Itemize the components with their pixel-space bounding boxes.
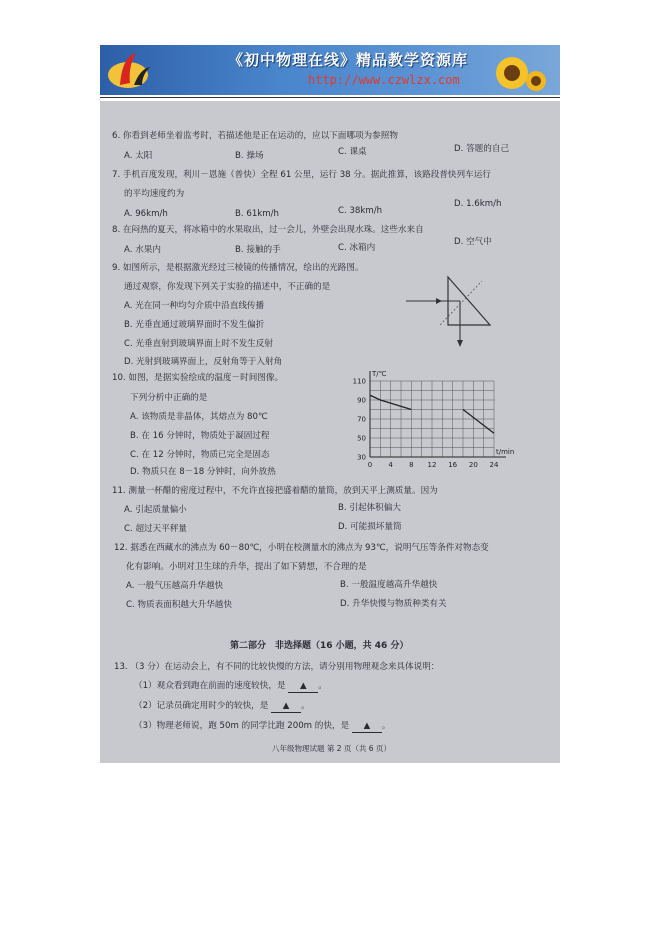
q12-option-b: B. 一般温度越高升华越快: [340, 580, 438, 590]
q13-item-3-end: 。: [381, 721, 391, 731]
q9-stem: 9. 如图所示，是根据激光经过三棱镜的传播情况，绘出的光路图。: [112, 263, 364, 273]
x-tick-label: 20: [468, 461, 478, 469]
q11-stem: 11. 测量一杯醋的密度过程中，不允许直接把盛着醋的量筒，放到天平上测质量。因为: [112, 486, 438, 496]
q13-item-2-text: （2）记录员确定用时少的较快，是: [134, 701, 269, 711]
q7-stem-cont: 的平均速度约为: [124, 189, 185, 199]
y-tick-label: 30: [357, 453, 366, 462]
prism-light-path-diagram: [400, 273, 492, 351]
q10-option-b: B. 在 16 分钟时，物质处于凝固过程: [130, 431, 270, 441]
q13-item-3-text: （3）物理老师说，跑 50m 的同学比跑 200m 的快，是: [134, 721, 350, 731]
x-tick-label: 24: [489, 461, 499, 469]
x-tick-label: 12: [427, 461, 437, 469]
q13-item-3: [134, 721, 391, 733]
header-banner: [100, 45, 560, 95]
q11-option-a: A. 引起质量偏小: [124, 505, 187, 515]
sunflower-icon: [490, 51, 550, 95]
x-tick-label: 16: [448, 461, 458, 469]
q13-blank-2[interactable]: ▲: [271, 701, 301, 713]
header-rule: [100, 97, 560, 98]
q13-item-2: [134, 701, 310, 713]
q11-option-c: C. 超过天平秤量: [124, 524, 188, 534]
q9-option-a: A. 光在同一种均匀介质中沿直线传播: [124, 301, 265, 311]
logo-icon: [106, 49, 154, 91]
q9-option-d: D. 光射到玻璃界面上，反射角等于入射角: [124, 357, 283, 367]
q8-option-b: B. 接触的手: [235, 245, 281, 255]
q6-option-d: D. 答题的自己: [454, 144, 510, 154]
part2-heading: 第二部分 非选择题（16 小题，共 46 分）: [230, 641, 409, 651]
q13-item-1: [134, 681, 327, 693]
y-axis-label: T/℃: [372, 370, 387, 378]
q10-stem: 10. 如图，是据实验绘成的温度－时间图像。: [112, 373, 284, 383]
y-tick-label: 90: [357, 396, 366, 405]
q10-option-a: A. 该物质是非晶体，其熔点为 80℃: [130, 412, 268, 422]
q12-stem: 12. 据悉在西藏水的沸点为 60－80℃，小明在校测量水的沸点为 93℃，说明气压等条件对物态变: [114, 543, 489, 553]
y-tick-label: 70: [357, 415, 366, 424]
x-axis-label: t/min: [496, 448, 515, 456]
temperature-time-chart: [348, 367, 518, 477]
x-tick-label: 4: [388, 461, 393, 469]
q10-option-c: C. 在 12 分钟时，物质已完全是固态: [130, 450, 270, 460]
page-footer: 八年级物理试题 第 2 页（共 6 页）: [272, 744, 391, 753]
series-line: [463, 410, 494, 434]
scanned-page: [100, 101, 560, 763]
q7-option-d: D. 1.6km/h: [454, 199, 502, 209]
q11-option-b: B. 引起体积偏大: [338, 503, 401, 513]
q11-option-d: D. 可能损坏量筒: [338, 522, 402, 532]
q6-option-b: B. 操场: [235, 151, 264, 161]
q6-option-a: A. 太阳: [124, 151, 153, 161]
q7-option-a: A. 96km/h: [124, 209, 168, 219]
q13-blank-1[interactable]: ▲: [288, 681, 318, 693]
y-tick-label: 50: [357, 434, 366, 443]
q12-option-c: C. 物质表面积越大升华越快: [126, 600, 232, 610]
q8-option-d: D. 空气中: [454, 237, 492, 247]
q8-option-a: A. 水果内: [124, 245, 161, 255]
x-tick-label: 8: [409, 461, 414, 469]
q7-option-c: C. 38km/h: [338, 206, 383, 216]
refracted-arrow-icon: [457, 340, 463, 347]
q13-blank-3[interactable]: ▲: [352, 721, 382, 733]
q6-stem: 6. 你看到老师坐着监考时，若描述他是正在运动的，应以下面哪项为参照物: [112, 131, 398, 141]
q12-option-a: A. 一般气压越高升华越快: [126, 581, 224, 591]
y-tick-label: 110: [352, 377, 366, 386]
normal-line: [440, 281, 482, 325]
banner-url[interactable]: http://www.czwlzx.com: [308, 73, 460, 87]
q9-option-b: B. 光垂直通过玻璃界面时不发生偏折: [124, 320, 265, 330]
q6-option-c: C. 课桌: [338, 147, 367, 157]
q9-option-c: C. 光垂直射到玻璃界面上时不发生反射: [124, 339, 273, 349]
q7-stem: 7. 手机百度发现，利川－恩施（普快）全程 61 公里，运行 38 分。据此推算，该路段普快列车运行: [112, 170, 491, 180]
q10-stem-cont: 下列分析中正确的是: [130, 393, 208, 403]
q13-item-1-text: （1）观众看到跑在前面的速度较快，是: [134, 681, 286, 691]
q10-option-d: D. 物质只在 8－18 分钟时，向外放热: [130, 467, 276, 477]
q13-item-1-end: 。: [318, 681, 327, 691]
q13-item-2-end: 。: [301, 701, 310, 711]
q8-stem: 8. 在闷热的夏天，将冰箱中的水果取出，过一会儿，外壁会出现水珠。这些水来自: [112, 225, 424, 235]
q8-option-c: C. 冰箱内: [338, 243, 376, 253]
x-tick-label: 0: [367, 461, 373, 469]
banner-title: 《初中物理在线》精品教学资源库: [228, 51, 469, 69]
q13-stem: 13. （3 分）在运动会上，有不同的比较快慢的方法，请分别用物理观念来具体说明：: [114, 662, 440, 672]
q9-stem-cont: 通过观察，你发现下列关于实验的描述中，不正确的是: [124, 282, 331, 292]
q7-option-b: B. 61km/h: [235, 209, 279, 219]
q12-option-d: D. 升华快慢与物质种类有关: [340, 599, 447, 609]
q12-stem-cont: 化有影响。小明对卫生球的升华，提出了如下猜想，不合理的是: [126, 562, 367, 572]
